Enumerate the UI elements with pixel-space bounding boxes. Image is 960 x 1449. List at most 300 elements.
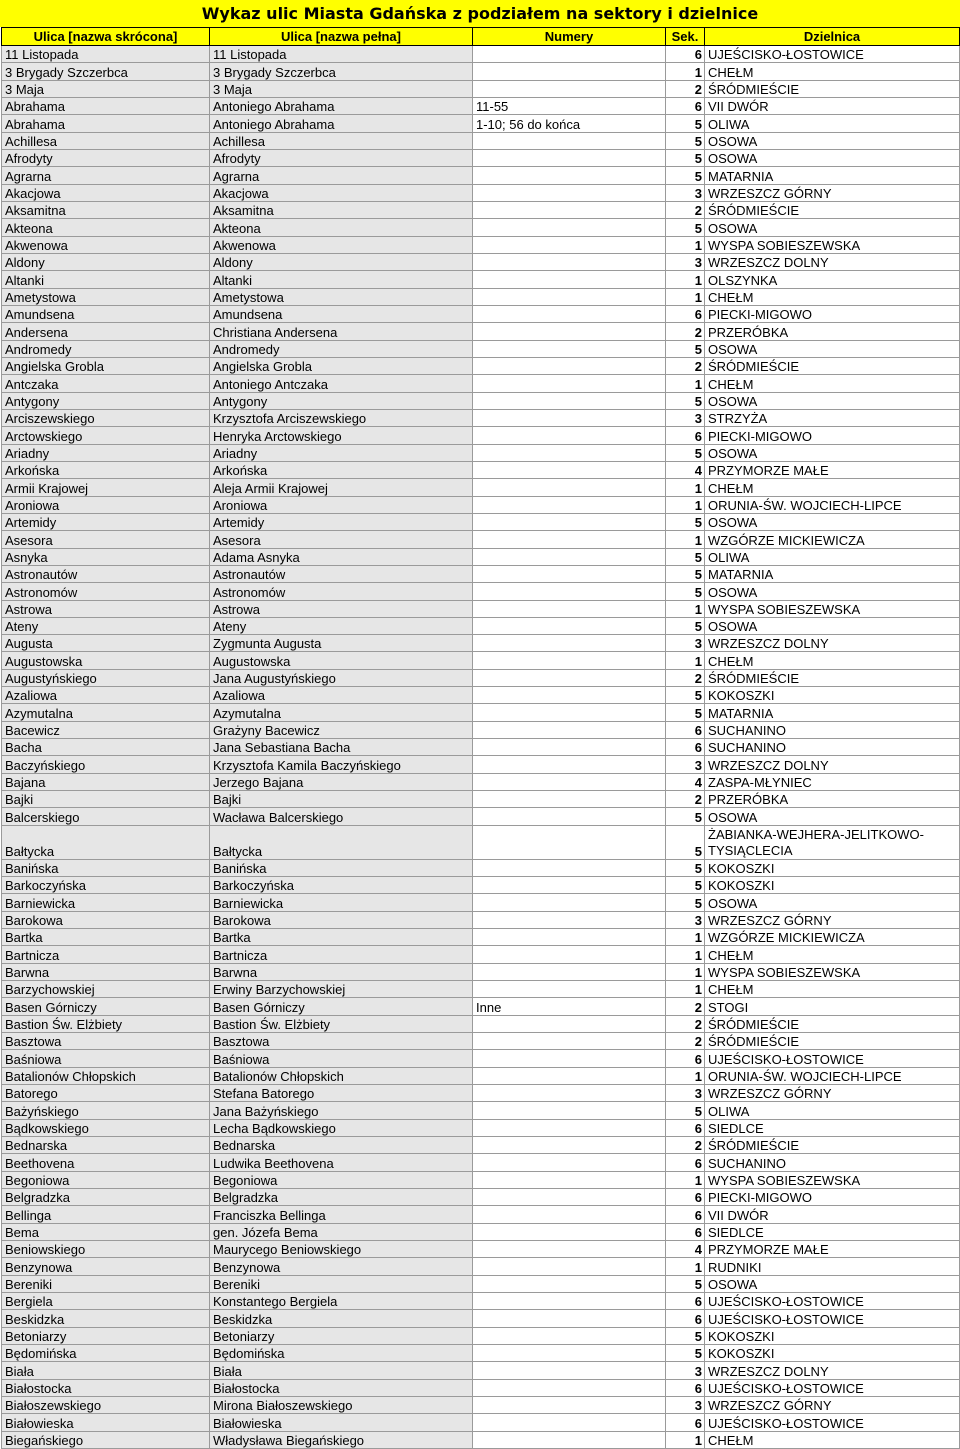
street-full-name: Asesora bbox=[210, 531, 473, 548]
house-numbers bbox=[473, 513, 666, 530]
district-name: WYSPA SOBIESZEWSKA bbox=[705, 963, 960, 980]
house-numbers bbox=[473, 1275, 666, 1292]
table-row bbox=[2, 1137, 960, 1154]
table-row bbox=[2, 1015, 960, 1032]
header-sector: Sek. bbox=[666, 28, 705, 46]
street-short-name: Bajana bbox=[2, 773, 210, 790]
street-full-name: Amundsena bbox=[210, 305, 473, 322]
district-name: MATARNIA bbox=[705, 704, 960, 721]
house-numbers bbox=[473, 253, 666, 270]
table-row bbox=[2, 444, 960, 461]
street-short-name: Aksamitna bbox=[2, 201, 210, 218]
sector-number: 5 bbox=[666, 340, 705, 357]
table-row bbox=[2, 1206, 960, 1223]
street-full-name: Akteona bbox=[210, 219, 473, 236]
street-short-name: Bałtycka bbox=[2, 825, 210, 859]
district-name: KOKOSZKI bbox=[705, 859, 960, 876]
table-row bbox=[2, 894, 960, 911]
street-short-name: Barzychowskiej bbox=[2, 981, 210, 998]
street-short-name: Biała bbox=[2, 1362, 210, 1379]
district-name: KOKOSZKI bbox=[705, 1327, 960, 1344]
street-full-name: Antoniego Abrahama bbox=[210, 115, 473, 132]
house-numbers bbox=[473, 1085, 666, 1102]
street-short-name: Aroniowa bbox=[2, 496, 210, 513]
sector-number: 3 bbox=[666, 253, 705, 270]
district-name: UJEŚCISKO-ŁOSTOWICE bbox=[705, 46, 960, 63]
street-short-name: Bacha bbox=[2, 739, 210, 756]
street-short-name: Andersena bbox=[2, 323, 210, 340]
streets-table bbox=[1, 27, 960, 1449]
house-numbers: 1-10; 56 do końca bbox=[473, 115, 666, 132]
street-short-name: Biegańskiego bbox=[2, 1431, 210, 1448]
house-numbers bbox=[473, 323, 666, 340]
district-name: OSOWA bbox=[705, 219, 960, 236]
street-full-name: Artemidy bbox=[210, 513, 473, 530]
district-name: SIEDLCE bbox=[705, 1119, 960, 1136]
sector-number: 5 bbox=[666, 565, 705, 582]
sector-number: 1 bbox=[666, 63, 705, 80]
district-name: UJEŚCISKO-ŁOSTOWICE bbox=[705, 1292, 960, 1309]
district-name: KOKOSZKI bbox=[705, 877, 960, 894]
district-name: KOKOSZKI bbox=[705, 1344, 960, 1361]
house-numbers bbox=[473, 946, 666, 963]
street-short-name: Bartnicza bbox=[2, 946, 210, 963]
district-name: OSOWA bbox=[705, 149, 960, 166]
district-name: UJEŚCISKO-ŁOSTOWICE bbox=[705, 1050, 960, 1067]
street-full-name: Antoniego Abrahama bbox=[210, 97, 473, 114]
sector-number: 6 bbox=[666, 1310, 705, 1327]
district-name: CHEŁM bbox=[705, 288, 960, 305]
district-name: CHEŁM bbox=[705, 479, 960, 496]
table-row bbox=[2, 1240, 960, 1257]
street-short-name: Altanki bbox=[2, 271, 210, 288]
table-row bbox=[2, 219, 960, 236]
sector-number: 3 bbox=[666, 911, 705, 928]
district-name: VII DWÓR bbox=[705, 1206, 960, 1223]
table-row bbox=[2, 201, 960, 218]
house-numbers bbox=[473, 63, 666, 80]
sector-number: 3 bbox=[666, 756, 705, 773]
sector-number: 5 bbox=[666, 825, 705, 859]
sector-number: 2 bbox=[666, 669, 705, 686]
street-full-name: Aldony bbox=[210, 253, 473, 270]
sector-number: 2 bbox=[666, 80, 705, 97]
district-name: WRZESZCZ DOLNY bbox=[705, 253, 960, 270]
table-row bbox=[2, 167, 960, 184]
district-name: PRZERÓBKA bbox=[705, 791, 960, 808]
street-full-name: Aleja Armii Krajowej bbox=[210, 479, 473, 496]
street-short-name: Astronomów bbox=[2, 583, 210, 600]
street-short-name: Białowieska bbox=[2, 1414, 210, 1431]
sector-number: 5 bbox=[666, 1344, 705, 1361]
district-name: SUCHANINO bbox=[705, 721, 960, 738]
house-numbers: 11-55 bbox=[473, 97, 666, 114]
table-row bbox=[2, 583, 960, 600]
district-name: ZASPA-MŁYNIEC bbox=[705, 773, 960, 790]
street-full-name: Ludwika Beethovena bbox=[210, 1154, 473, 1171]
street-full-name: Benzynowa bbox=[210, 1258, 473, 1275]
district-name: SUCHANINO bbox=[705, 739, 960, 756]
house-numbers bbox=[473, 271, 666, 288]
sector-number: 2 bbox=[666, 323, 705, 340]
table-row bbox=[2, 1154, 960, 1171]
table-row bbox=[2, 1327, 960, 1344]
street-short-name: Beskidzka bbox=[2, 1310, 210, 1327]
district-name: PIECKI-MIGOWO bbox=[705, 305, 960, 322]
district-name: WRZESZCZ GÓRNY bbox=[705, 184, 960, 201]
district-name: UJEŚCISKO-ŁOSTOWICE bbox=[705, 1310, 960, 1327]
house-numbers bbox=[473, 565, 666, 582]
sector-number: 3 bbox=[666, 184, 705, 201]
house-numbers bbox=[473, 1189, 666, 1206]
street-short-name: Abrahama bbox=[2, 115, 210, 132]
district-name: OSOWA bbox=[705, 132, 960, 149]
sector-number: 5 bbox=[666, 149, 705, 166]
table-row bbox=[2, 548, 960, 565]
table-row bbox=[2, 1275, 960, 1292]
table-row bbox=[2, 704, 960, 721]
district-name: ŚRÓDMIEŚCIE bbox=[705, 1137, 960, 1154]
district-name: OSOWA bbox=[705, 1275, 960, 1292]
district-name: PRZERÓBKA bbox=[705, 323, 960, 340]
sector-number: 5 bbox=[666, 115, 705, 132]
street-full-name: Ariadny bbox=[210, 444, 473, 461]
street-short-name: Augustowska bbox=[2, 652, 210, 669]
sector-number: 5 bbox=[666, 687, 705, 704]
street-short-name: Białostocka bbox=[2, 1379, 210, 1396]
house-numbers bbox=[473, 669, 666, 686]
sector-number: 5 bbox=[666, 808, 705, 825]
house-numbers bbox=[473, 427, 666, 444]
table-row bbox=[2, 236, 960, 253]
table-row bbox=[2, 669, 960, 686]
table-row bbox=[2, 305, 960, 322]
sector-number: 5 bbox=[666, 392, 705, 409]
sector-number: 1 bbox=[666, 946, 705, 963]
street-full-name: Barkoczyńska bbox=[210, 877, 473, 894]
table-row bbox=[2, 253, 960, 270]
house-numbers bbox=[473, 1258, 666, 1275]
street-full-name: Altanki bbox=[210, 271, 473, 288]
house-numbers bbox=[473, 756, 666, 773]
sector-number: 2 bbox=[666, 1033, 705, 1050]
sector-number: 6 bbox=[666, 46, 705, 63]
street-short-name: Balcerskiego bbox=[2, 808, 210, 825]
street-short-name: Artemidy bbox=[2, 513, 210, 530]
street-full-name: Antygony bbox=[210, 392, 473, 409]
table-row bbox=[2, 929, 960, 946]
street-short-name: Arkońska bbox=[2, 461, 210, 478]
table-row bbox=[2, 911, 960, 928]
street-full-name: Bartnicza bbox=[210, 946, 473, 963]
street-short-name: Beethovena bbox=[2, 1154, 210, 1171]
street-short-name: Abrahama bbox=[2, 97, 210, 114]
table-row bbox=[2, 461, 960, 478]
sector-number: 1 bbox=[666, 1431, 705, 1448]
street-full-name: Będomińska bbox=[210, 1344, 473, 1361]
street-short-name: Achillesa bbox=[2, 132, 210, 149]
sector-number: 5 bbox=[666, 894, 705, 911]
street-short-name: Augustyńskiego bbox=[2, 669, 210, 686]
house-numbers bbox=[473, 583, 666, 600]
street-short-name: Bażyńskiego bbox=[2, 1102, 210, 1119]
house-numbers bbox=[473, 479, 666, 496]
table-row bbox=[2, 496, 960, 513]
street-short-name: Antygony bbox=[2, 392, 210, 409]
sector-number: 5 bbox=[666, 1275, 705, 1292]
street-full-name: Arkońska bbox=[210, 461, 473, 478]
house-numbers bbox=[473, 808, 666, 825]
street-short-name: Beniowskiego bbox=[2, 1240, 210, 1257]
street-full-name: Betoniarzy bbox=[210, 1327, 473, 1344]
table-row bbox=[2, 1189, 960, 1206]
district-name: UJEŚCISKO-ŁOSTOWICE bbox=[705, 1414, 960, 1431]
street-short-name: Barkoczyńska bbox=[2, 877, 210, 894]
district-name: WRZESZCZ DOLNY bbox=[705, 635, 960, 652]
district-name: PRZYMORZE MAŁE bbox=[705, 461, 960, 478]
house-numbers bbox=[473, 1431, 666, 1448]
district-name: WYSPA SOBIESZEWSKA bbox=[705, 236, 960, 253]
page-title: Wykaz ulic Miasta Gdańska z podziałem na sektory i dzielnice bbox=[0, 0, 960, 27]
table-row bbox=[2, 1379, 960, 1396]
house-numbers bbox=[473, 1379, 666, 1396]
street-full-name: Astronomów bbox=[210, 583, 473, 600]
district-name: WYSPA SOBIESZEWSKA bbox=[705, 600, 960, 617]
street-full-name: gen. Józefa Bema bbox=[210, 1223, 473, 1240]
street-full-name: Agrarna bbox=[210, 167, 473, 184]
sector-number: 6 bbox=[666, 1050, 705, 1067]
house-numbers bbox=[473, 288, 666, 305]
district-name: CHEŁM bbox=[705, 981, 960, 998]
table-row bbox=[2, 97, 960, 114]
house-numbers bbox=[473, 825, 666, 859]
sector-number: 6 bbox=[666, 1292, 705, 1309]
sector-number: 2 bbox=[666, 201, 705, 218]
district-name: WRZESZCZ DOLNY bbox=[705, 1362, 960, 1379]
street-short-name: Basztowa bbox=[2, 1033, 210, 1050]
street-short-name: Afrodyty bbox=[2, 149, 210, 166]
district-name: OLSZYNKA bbox=[705, 271, 960, 288]
house-numbers bbox=[473, 1292, 666, 1309]
table-row bbox=[2, 808, 960, 825]
house-numbers bbox=[473, 1119, 666, 1136]
house-numbers bbox=[473, 1102, 666, 1119]
district-name: ORUNIA-ŚW. WOJCIECH-LIPCE bbox=[705, 1067, 960, 1084]
district-name: UJEŚCISKO-ŁOSTOWICE bbox=[705, 1379, 960, 1396]
sector-number: 5 bbox=[666, 704, 705, 721]
house-numbers bbox=[473, 409, 666, 426]
house-numbers bbox=[473, 132, 666, 149]
house-numbers: Inne bbox=[473, 998, 666, 1015]
house-numbers bbox=[473, 600, 666, 617]
sector-number: 5 bbox=[666, 1327, 705, 1344]
district-name: OSOWA bbox=[705, 808, 960, 825]
district-name: PRZYMORZE MAŁE bbox=[705, 1240, 960, 1257]
header-numbers: Numery bbox=[473, 28, 666, 46]
street-full-name: Bastion Św. Elżbiety bbox=[210, 1015, 473, 1032]
district-name: STRZYŻA bbox=[705, 409, 960, 426]
street-short-name: Bajki bbox=[2, 791, 210, 808]
house-numbers bbox=[473, 1223, 666, 1240]
house-numbers bbox=[473, 911, 666, 928]
street-short-name: Batalionów Chłopskich bbox=[2, 1067, 210, 1084]
table-row bbox=[2, 877, 960, 894]
district-name: KOKOSZKI bbox=[705, 687, 960, 704]
street-short-name: Astronautów bbox=[2, 565, 210, 582]
house-numbers bbox=[473, 721, 666, 738]
house-numbers bbox=[473, 704, 666, 721]
street-short-name: Bergiela bbox=[2, 1292, 210, 1309]
sector-number: 6 bbox=[666, 1189, 705, 1206]
street-short-name: Bellinga bbox=[2, 1206, 210, 1223]
sector-number: 6 bbox=[666, 427, 705, 444]
house-numbers bbox=[473, 739, 666, 756]
table-row bbox=[2, 115, 960, 132]
house-numbers bbox=[473, 375, 666, 392]
house-numbers bbox=[473, 894, 666, 911]
sector-number: 1 bbox=[666, 288, 705, 305]
table-row bbox=[2, 427, 960, 444]
house-numbers bbox=[473, 531, 666, 548]
house-numbers bbox=[473, 548, 666, 565]
sector-number: 6 bbox=[666, 739, 705, 756]
street-full-name: Franciszka Bellinga bbox=[210, 1206, 473, 1223]
sector-number: 6 bbox=[666, 1119, 705, 1136]
table-row bbox=[2, 357, 960, 374]
street-short-name: Asnyka bbox=[2, 548, 210, 565]
table-row bbox=[2, 479, 960, 496]
house-numbers bbox=[473, 1154, 666, 1171]
table-row bbox=[2, 80, 960, 97]
table-row bbox=[2, 149, 960, 166]
street-full-name: Afrodyty bbox=[210, 149, 473, 166]
house-numbers bbox=[473, 236, 666, 253]
sector-number: 1 bbox=[666, 1171, 705, 1188]
house-numbers bbox=[473, 1171, 666, 1188]
sector-number: 6 bbox=[666, 1379, 705, 1396]
sector-number: 2 bbox=[666, 357, 705, 374]
house-numbers bbox=[473, 687, 666, 704]
house-numbers bbox=[473, 496, 666, 513]
street-short-name: Bacewicz bbox=[2, 721, 210, 738]
house-numbers bbox=[473, 963, 666, 980]
street-full-name: Zygmunta Augusta bbox=[210, 635, 473, 652]
street-short-name: Batorego bbox=[2, 1085, 210, 1102]
house-numbers bbox=[473, 981, 666, 998]
district-name: MATARNIA bbox=[705, 565, 960, 582]
district-name: WZGÓRZE MICKIEWICZA bbox=[705, 929, 960, 946]
district-name: PIECKI-MIGOWO bbox=[705, 427, 960, 444]
street-short-name: 3 Maja bbox=[2, 80, 210, 97]
sector-number: 5 bbox=[666, 219, 705, 236]
sector-number: 3 bbox=[666, 409, 705, 426]
table-row bbox=[2, 340, 960, 357]
street-short-name: Bastion Św. Elżbiety bbox=[2, 1015, 210, 1032]
table-row bbox=[2, 1223, 960, 1240]
table-row bbox=[2, 46, 960, 63]
sector-number: 1 bbox=[666, 929, 705, 946]
street-full-name: Grażyny Bacewicz bbox=[210, 721, 473, 738]
street-short-name: 3 Brygady Szczerbca bbox=[2, 63, 210, 80]
district-name: OSOWA bbox=[705, 340, 960, 357]
house-numbers bbox=[473, 652, 666, 669]
street-full-name: Basztowa bbox=[210, 1033, 473, 1050]
district-name: CHEŁM bbox=[705, 652, 960, 669]
sector-number: 5 bbox=[666, 617, 705, 634]
street-short-name: Akteona bbox=[2, 219, 210, 236]
sector-number: 2 bbox=[666, 1015, 705, 1032]
house-numbers bbox=[473, 1362, 666, 1379]
street-full-name: Jerzego Bajana bbox=[210, 773, 473, 790]
table-row bbox=[2, 1033, 960, 1050]
house-numbers bbox=[473, 1240, 666, 1257]
table-row bbox=[2, 1344, 960, 1361]
house-numbers bbox=[473, 46, 666, 63]
street-short-name: Andromedy bbox=[2, 340, 210, 357]
sector-number: 5 bbox=[666, 132, 705, 149]
street-full-name: Begoniowa bbox=[210, 1171, 473, 1188]
street-short-name: Astrowa bbox=[2, 600, 210, 617]
header-short-name: Ulica [nazwa skrócona] bbox=[2, 28, 210, 46]
street-full-name: Azaliowa bbox=[210, 687, 473, 704]
table-row bbox=[2, 600, 960, 617]
district-name: WZGÓRZE MICKIEWICZA bbox=[705, 531, 960, 548]
street-full-name: Wacława Balcerskiego bbox=[210, 808, 473, 825]
house-numbers bbox=[473, 444, 666, 461]
street-full-name: Władysława Biegańskiego bbox=[210, 1431, 473, 1448]
sector-number: 1 bbox=[666, 600, 705, 617]
table-row bbox=[2, 375, 960, 392]
street-full-name: Ateny bbox=[210, 617, 473, 634]
street-full-name: Banińska bbox=[210, 859, 473, 876]
sector-number: 5 bbox=[666, 167, 705, 184]
table-row bbox=[2, 773, 960, 790]
house-numbers bbox=[473, 1310, 666, 1327]
sector-number: 4 bbox=[666, 773, 705, 790]
district-name: RUDNIKI bbox=[705, 1258, 960, 1275]
sector-number: 6 bbox=[666, 721, 705, 738]
street-full-name: Jana Bażyńskiego bbox=[210, 1102, 473, 1119]
street-full-name: Baśniowa bbox=[210, 1050, 473, 1067]
house-numbers bbox=[473, 219, 666, 236]
house-numbers bbox=[473, 617, 666, 634]
street-short-name: Bereniki bbox=[2, 1275, 210, 1292]
table-row bbox=[2, 981, 960, 998]
table-row bbox=[2, 531, 960, 548]
sector-number: 2 bbox=[666, 1137, 705, 1154]
sector-number: 5 bbox=[666, 1102, 705, 1119]
district-name: ŚRÓDMIEŚCIE bbox=[705, 201, 960, 218]
table-row bbox=[2, 635, 960, 652]
table-row bbox=[2, 791, 960, 808]
street-short-name: Antczaka bbox=[2, 375, 210, 392]
house-numbers bbox=[473, 357, 666, 374]
street-short-name: Akwenowa bbox=[2, 236, 210, 253]
street-short-name: Barwna bbox=[2, 963, 210, 980]
street-short-name: Agrarna bbox=[2, 167, 210, 184]
table-row bbox=[2, 963, 960, 980]
sector-number: 3 bbox=[666, 1085, 705, 1102]
table-row bbox=[2, 323, 960, 340]
street-full-name: Bartka bbox=[210, 929, 473, 946]
street-short-name: Armii Krajowej bbox=[2, 479, 210, 496]
table-row bbox=[2, 1258, 960, 1275]
street-short-name: Akacjowa bbox=[2, 184, 210, 201]
street-short-name: Asesora bbox=[2, 531, 210, 548]
street-full-name: Bereniki bbox=[210, 1275, 473, 1292]
sector-number: 6 bbox=[666, 305, 705, 322]
street-full-name: Christiana Andersena bbox=[210, 323, 473, 340]
